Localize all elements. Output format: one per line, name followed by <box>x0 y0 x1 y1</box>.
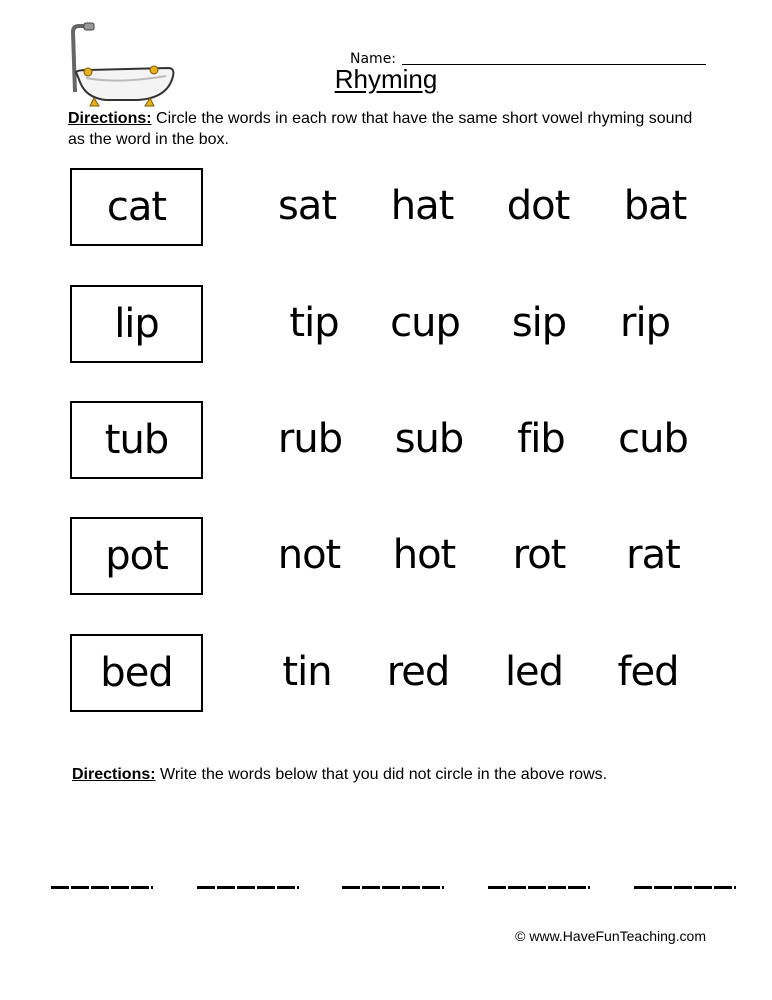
choice-word[interactable]: hot <box>392 532 456 578</box>
rhyme-row <box>0 401 772 481</box>
rhyme-row <box>0 168 772 248</box>
choice-word[interactable]: sip <box>511 300 567 346</box>
directions-write <box>72 764 732 785</box>
copyright-footer: © www.HaveFunTeaching.com <box>515 928 706 944</box>
answer-blank[interactable] <box>634 886 736 889</box>
choice-word[interactable]: rot <box>512 532 566 578</box>
answer-blank[interactable] <box>488 886 590 889</box>
target-word: pot <box>105 533 168 579</box>
answer-blank[interactable] <box>197 886 299 889</box>
choice-word[interactable]: fed <box>617 649 679 695</box>
choice-word[interactable]: sat <box>277 183 337 229</box>
choice-word[interactable]: hat <box>390 183 454 229</box>
choice-word[interactable]: tin <box>282 649 332 695</box>
rhyme-row <box>0 285 772 365</box>
choice-word[interactable]: cup <box>390 300 460 346</box>
target-word-box <box>70 285 203 363</box>
choice-word[interactable]: rip <box>620 300 670 346</box>
choice-word[interactable]: cub <box>618 416 688 462</box>
target-word: lip <box>114 301 159 347</box>
target-word-box <box>70 634 203 712</box>
name-label: Name: <box>350 51 397 67</box>
target-word: tub <box>104 417 169 463</box>
target-word: bed <box>100 650 173 696</box>
choice-word[interactable]: bat <box>623 183 687 229</box>
answer-blank[interactable] <box>342 886 444 889</box>
target-word-box <box>70 401 203 479</box>
choice-word[interactable]: rub <box>277 416 343 462</box>
target-word: cat <box>106 184 167 230</box>
directions-text: Write the words below that you did not circle in the above rows. <box>155 766 608 783</box>
directions-circle <box>68 108 708 150</box>
choice-word[interactable]: not <box>277 532 341 578</box>
choice-word[interactable]: dot <box>506 183 570 229</box>
directions-label: Directions: <box>68 110 152 127</box>
page-title: Rhyming <box>334 64 438 94</box>
directions-label: Directions: <box>72 766 156 783</box>
directions-text: Circle the words in each row that have the same short vowel rhyming sound as the word in the box. <box>68 110 693 148</box>
choice-word[interactable]: fib <box>517 416 565 462</box>
target-word-box <box>70 168 203 246</box>
rhyme-row <box>0 517 772 597</box>
choice-word[interactable]: rat <box>626 532 680 578</box>
choice-word[interactable]: led <box>504 649 564 695</box>
choice-word[interactable]: tip <box>289 300 339 346</box>
answer-blank[interactable] <box>51 886 153 889</box>
choice-word[interactable]: sub <box>394 416 464 462</box>
choice-word[interactable]: red <box>386 649 450 695</box>
rhyme-row <box>0 634 772 714</box>
target-word-box <box>70 517 203 595</box>
